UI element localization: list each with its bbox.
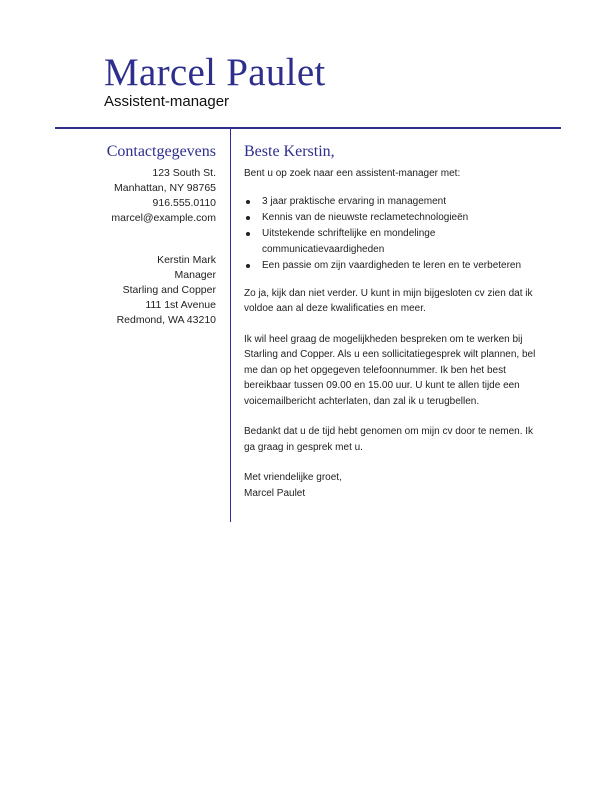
list-item bbox=[244, 258, 544, 274]
sender-address bbox=[60, 166, 216, 226]
bullet-icon bbox=[246, 200, 250, 204]
letter-intro: Bent u op zoek naar een assistent-manager met: bbox=[244, 168, 461, 179]
sender-email: marcel@example.com bbox=[111, 212, 216, 224]
list-item-text: Kennis van de nieuwste reclametechnologieën bbox=[262, 211, 469, 223]
list-item-text: Uitstekende schriftelijke en mondelinge communicatievaardigheden bbox=[262, 227, 436, 255]
recipient-address bbox=[60, 253, 216, 328]
letter-greeting: Beste Kerstin, bbox=[244, 143, 335, 160]
sender-street: 123 South St. bbox=[152, 167, 216, 179]
recipient-name: Kerstin Mark bbox=[157, 254, 216, 266]
recipient-street: 111 1st Avenue bbox=[145, 299, 216, 311]
contact-column bbox=[60, 142, 216, 328]
recipient-city: Redmond, WA 43210 bbox=[116, 314, 216, 326]
bullet-icon bbox=[246, 216, 250, 220]
column-divider bbox=[230, 129, 231, 522]
sender-city: Manhattan, NY 98765 bbox=[114, 182, 216, 194]
list-item bbox=[244, 210, 544, 226]
list-item bbox=[244, 194, 544, 210]
sender-name: Marcel Paulet bbox=[104, 51, 326, 94]
contact-heading: Contactgegevens bbox=[106, 143, 216, 160]
list-item-text: Een passie om zijn vaardigheden te leren en te verbeteren bbox=[262, 259, 522, 271]
list-item bbox=[244, 226, 544, 258]
letter-closing: Met vriendelijke groet, bbox=[244, 472, 342, 483]
sender-phone: 916.555.0110 bbox=[152, 197, 216, 209]
letter-signature: Marcel Paulet bbox=[244, 487, 306, 499]
letter-body bbox=[244, 142, 544, 501]
qualification-list bbox=[244, 194, 544, 274]
header-divider bbox=[55, 127, 561, 129]
letter-paragraph: Zo ja, kijk dan niet verder. U kunt in mijn bijgesloten cv zien dat ik voldoe aan al deze kwalificaties en meer. bbox=[244, 287, 533, 314]
sender-role: Assistent-manager bbox=[104, 93, 230, 110]
list-item-text: 3 jaar praktische ervaring in management bbox=[262, 195, 446, 207]
recipient-company: Starling and Copper bbox=[122, 284, 216, 296]
bullet-icon bbox=[246, 232, 250, 236]
bullet-icon bbox=[246, 264, 250, 268]
letter-paragraph: Ik wil heel graag de mogelijkheden bespreken om te werken bij Starling and Copper. Als u een sollicitatiegesprek wilt plannen, bel me dan op het opgegeven telefoonnummer. Ik ben het best bereikbaar tussen 09.00 en 15.00 uur. U kunt te allen tijde een voicemailbericht achterlaten, dan zal ik u terugbellen. bbox=[244, 333, 536, 407]
letter-paragraph: Bedankt dat u de tijd hebt genomen om mijn cv door te nemen. Ik ga graag in gesprek met u. bbox=[244, 426, 534, 453]
recipient-title: Manager bbox=[174, 269, 216, 281]
